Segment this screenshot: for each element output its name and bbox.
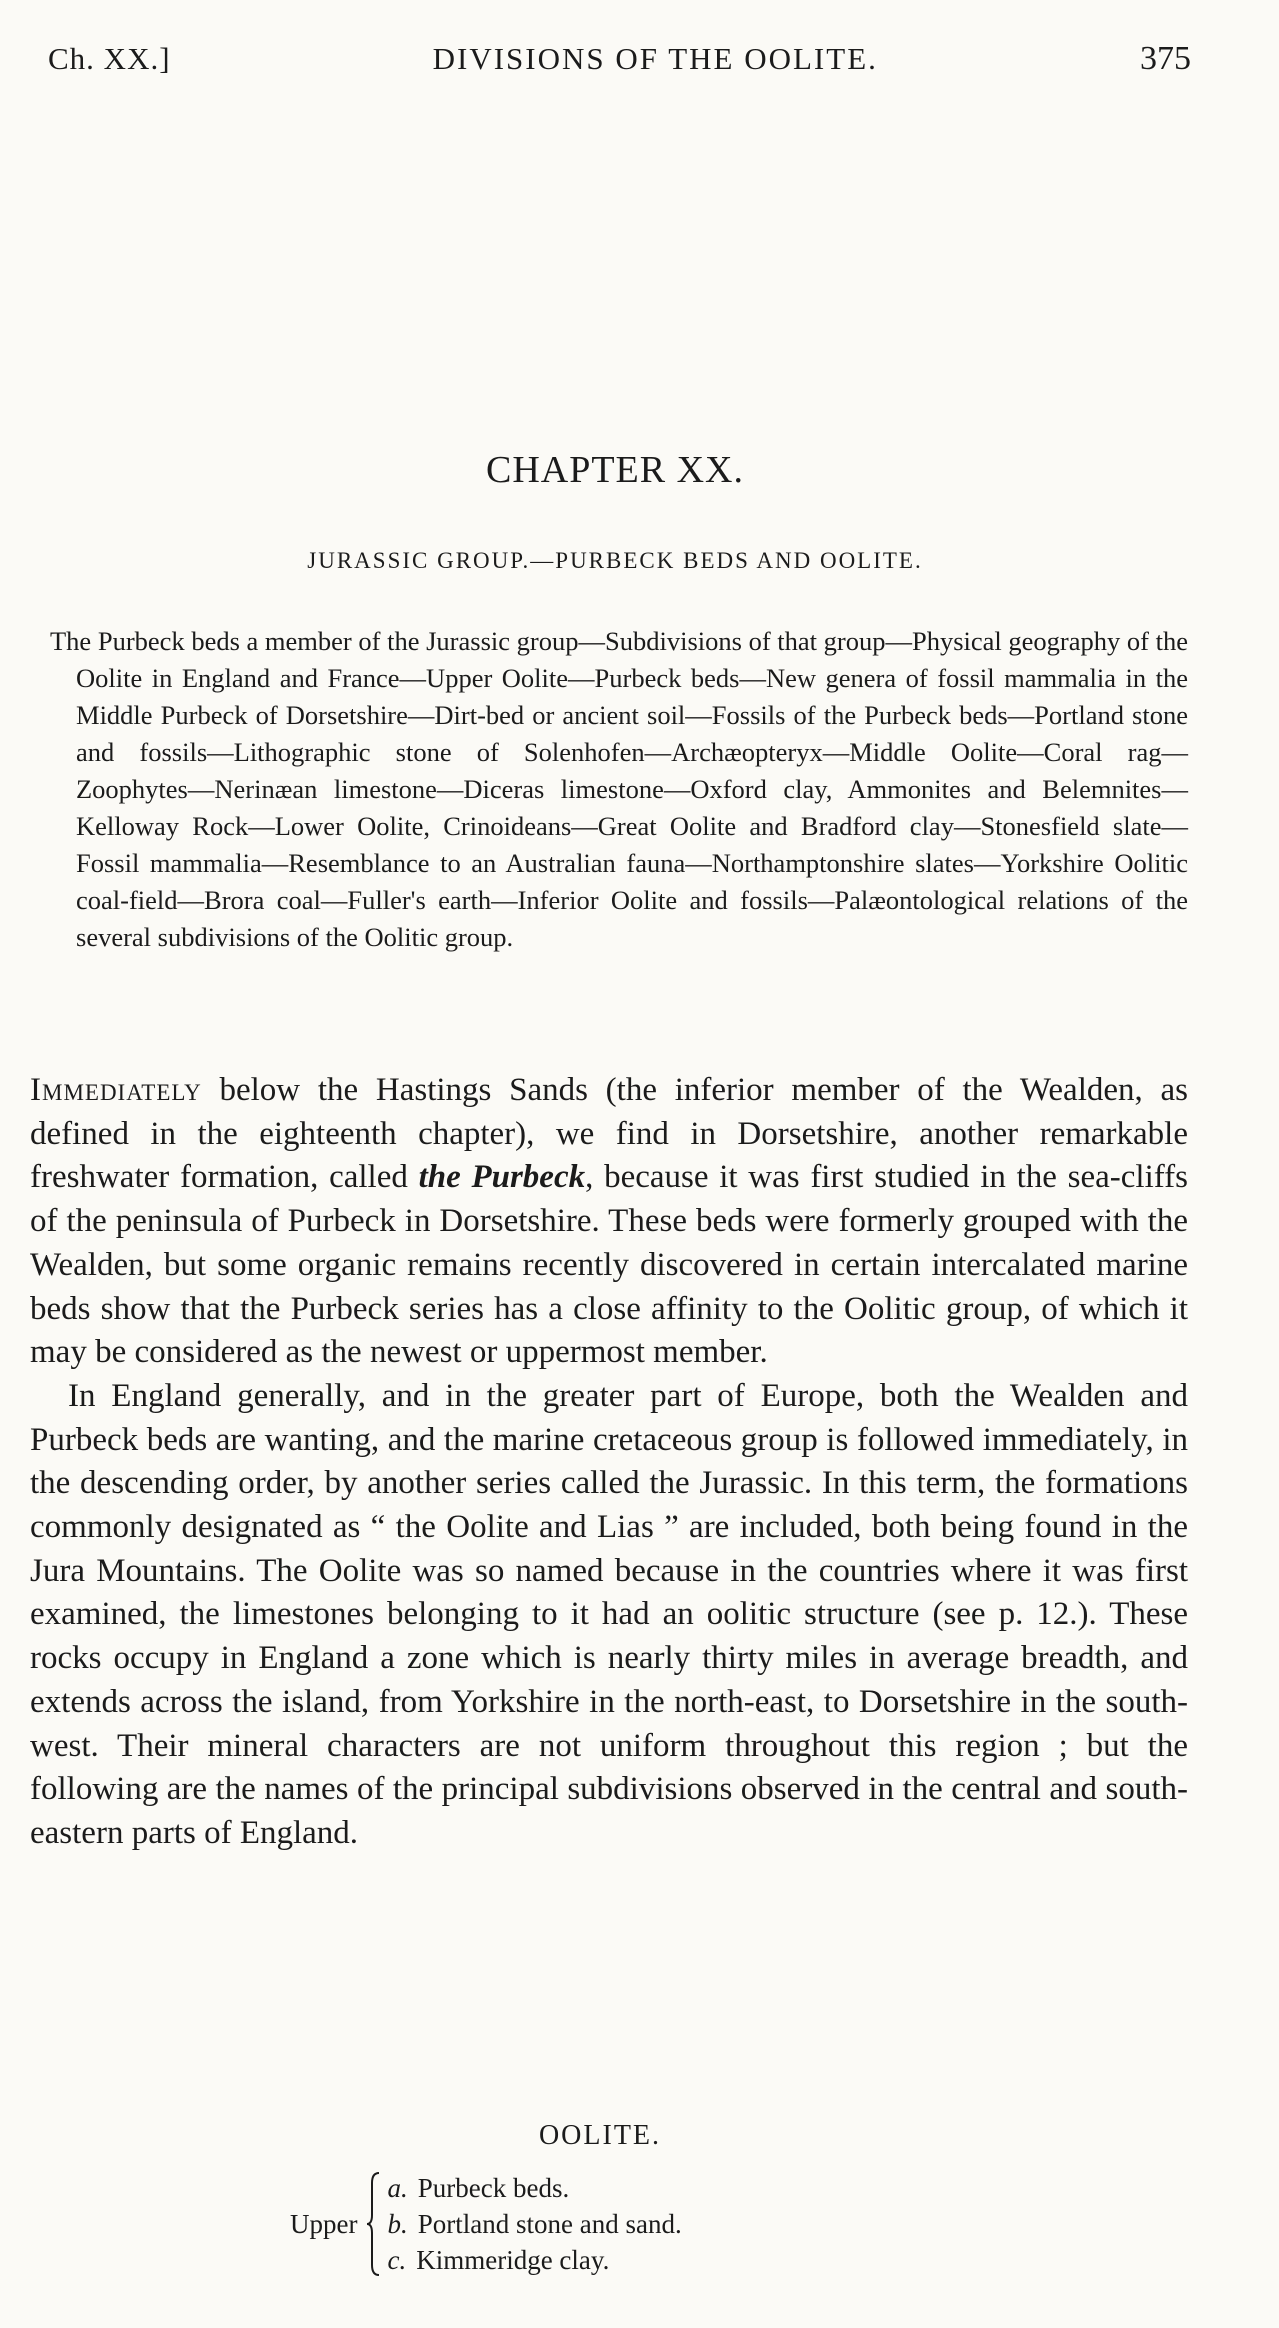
group-label: Upper [290, 2208, 358, 2239]
paragraph-2: In England generally, and in the greater part of Europe, both the Wealden and Purbeck beds are wanting, and the marine cretaceous group is followed immediately, in the descending order, by another series called the Jurassic. In this term, the formations commonly designated as “ the Oolite and Lias ” are included, both being found in the Jura Mountains. The Oolite was so named because in the countries where it was first examined, the limestones belonging to it had an oolitic structure (see p. 12.). These rocks occupy in England a zone which is nearly thirty miles in average breadth, and extends across the island, from Yorkshire in the north-east, to Dorsetshire in the south-west. Their mineral characters are not uniform throughout this region ; but the following are the names of the principal subdivisions observed in the central and south-eastern parts of England. [30, 1377, 1188, 1851]
list-item [387, 2206, 681, 2242]
item-text: Portland stone and sand. [417, 2209, 682, 2239]
lead-word: Immediately [30, 1072, 202, 1108]
oolite-table-heading: OOLITE. [538, 2120, 662, 2151]
item-letter: c. [387, 2245, 407, 2275]
running-head [48, 40, 1191, 80]
item-letter: b. [387, 2209, 408, 2239]
list-item [387, 2170, 681, 2206]
curly-brace-icon [365, 2171, 381, 2277]
paragraph-1 [30, 1069, 1188, 1375]
oolite-upper-group [290, 2170, 682, 2278]
item-text: Purbeck beds. [417, 2173, 570, 2203]
running-head-chapter-ref: Ch. XX.] [48, 41, 171, 76]
running-head-title: DIVISIONS OF THE OOLITE. [432, 41, 878, 76]
chapter-synopsis: The Purbeck beds a member of the Jurassic group—Subdivisions of that group—Physical geography of the Oolite in England and France—Upper Oolite—Purbeck beds—New genera of fossil mammalia in the Middle Purbeck of Dorsetshire—Dirt-bed or ancient soil—Fossils of the Purbeck beds—Portland stone and fossils—Lithographic stone of Solenhofen—Archæopteryx—Middle Oolite—Coral rag—Zoophytes—Nerinæan limestone—Diceras limestone—Oxford clay, Ammonites and Belemnites—Kelloway Rock—Lower Oolite, Crinoideans—Great Oolite and Bradford clay—Stonesfield slate—Fossil mammalia—Resemblance to an Australian fauna—Northamptonshire slates—Yorkshire Oolitic coal-field—Brora coal—Fuller's earth—Inferior Oolite and fossils—Palæontological relations of the several subdivisions of the Oolitic group. [50, 626, 1188, 952]
paragraph-1-text-b: , because it was first studied in the sea-cliffs of the peninsula of Purbeck in Dorsetshire. These beds were formerly grouped with the Wealden, but some organic remains recently discovered in certain intercalated marine beds show that the Purbeck series has a close affinity to the Oolitic group, of which it may be considered as the newest or uppermost member. [30, 1159, 1188, 1371]
paragraph-1-text-a: below the Hastings Sands (the inferior member of the Wealden, as defined in the eighteenth chapter), we find in Dorsetshire, another remarkable freshwater formation, called [30, 1072, 1188, 1196]
list-item [387, 2242, 681, 2278]
page-number: 375 [1139, 40, 1191, 77]
chapter-title: CHAPTER XX. [485, 449, 745, 491]
chapter-subtitle: JURASSIC GROUP.—PURBECK BEDS AND OOLITE. [307, 548, 923, 573]
item-text: Kimmeridge clay. [416, 2245, 610, 2275]
item-letter: a. [387, 2173, 408, 2203]
body-text [30, 1069, 1188, 1856]
subdivision-list [387, 2170, 681, 2278]
emphasis-the-purbeck: the Purbeck [418, 1159, 586, 1196]
